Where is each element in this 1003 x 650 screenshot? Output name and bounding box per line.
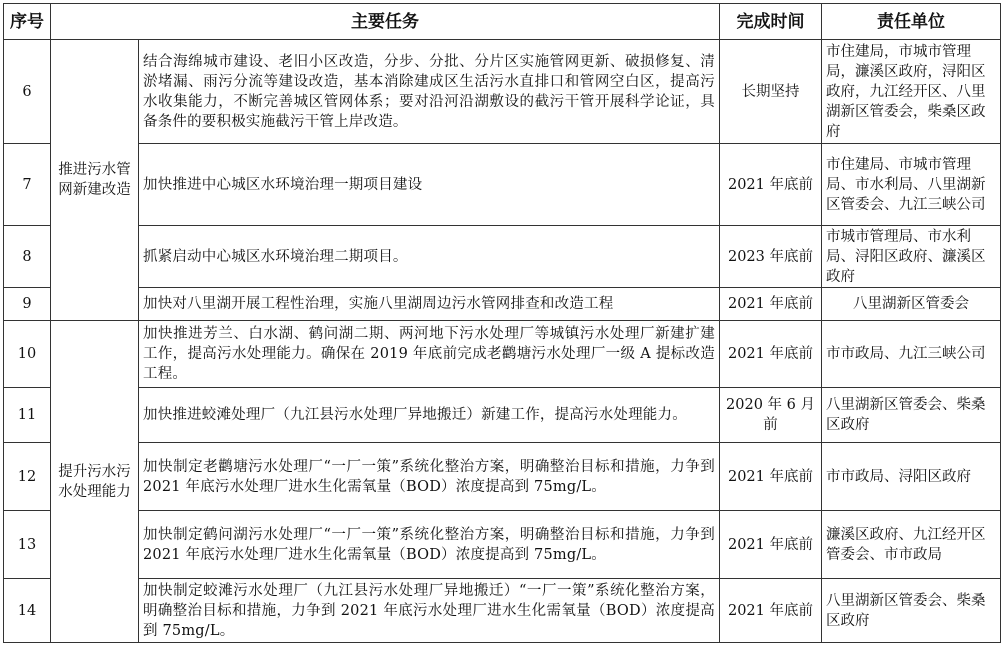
task-cell: 加快推进中心城区水环境治理一期项目建设 bbox=[139, 144, 720, 226]
row-number: 6 bbox=[4, 40, 51, 144]
table-row bbox=[4, 511, 1001, 579]
time-cell: 2021 年底前 bbox=[720, 288, 822, 321]
header-unit: 责任单位 bbox=[822, 4, 1001, 40]
task-cell: 结合海绵城市建设、老旧小区改造，分步、分批、分片区实施管网更新、破损修复、清淤堵漏、雨污分流等建设改造，基本消除建成区生活污水直排口和管网空白区，提高污水收集能力，不断完善城区管网体系；要对沿河沿湖敷设的截污干管开展科学论证，具备条件的要积极实施截污干管上岸改造。 bbox=[139, 40, 720, 144]
category-cell: 推进污水管网新建改造 bbox=[51, 40, 139, 321]
header-row bbox=[4, 4, 1001, 40]
table-row bbox=[4, 144, 1001, 226]
table-row bbox=[4, 388, 1001, 443]
table-row bbox=[4, 321, 1001, 388]
header-time: 完成时间 bbox=[720, 4, 822, 40]
row-number: 9 bbox=[4, 288, 51, 321]
row-number: 12 bbox=[4, 443, 51, 511]
unit-cell: 八里湖新区管委会 bbox=[822, 288, 1001, 321]
table-row bbox=[4, 40, 1001, 144]
task-cell: 加快对八里湖开展工程性治理，实施八里湖周边污水管网排查和改造工程 bbox=[139, 288, 720, 321]
time-cell: 2021 年底前 bbox=[720, 144, 822, 226]
unit-cell: 市住建局、市城市管理局、市水利局、八里湖新区管委会、九江三峡公司 bbox=[822, 144, 1001, 226]
row-number: 7 bbox=[4, 144, 51, 226]
row-number: 11 bbox=[4, 388, 51, 443]
unit-cell: 濂溪区政府、九江经开区管委会、市市政局 bbox=[822, 511, 1001, 579]
unit-cell: 八里湖新区管委会、柴桑区政府 bbox=[822, 388, 1001, 443]
unit-cell: 市市政局、九江三峡公司 bbox=[822, 321, 1001, 388]
time-cell: 2023 年底前 bbox=[720, 226, 822, 288]
task-cell: 加快制定鹤问湖污水处理厂“一厂一策”系统化整治方案，明确整治目标和措施，力争到 2021 年底污水处理厂进水生化需氧量（BOD）浓度提高到 75mg/L。 bbox=[139, 511, 720, 579]
time-cell: 2021 年底前 bbox=[720, 511, 822, 579]
time-cell: 2021 年底前 bbox=[720, 321, 822, 388]
task-cell: 加快推进蛟滩处理厂（九江县污水处理厂异地搬迁）新建工作，提高污水处理能力。 bbox=[139, 388, 720, 443]
time-cell: 2021 年底前 bbox=[720, 579, 822, 643]
table-row bbox=[4, 226, 1001, 288]
row-number: 10 bbox=[4, 321, 51, 388]
task-cell: 抓紧启动中心城区水环境治理二期项目。 bbox=[139, 226, 720, 288]
task-cell: 加快制定老鹳塘污水处理厂“一厂一策”系统化整治方案，明确整治目标和措施，力争到 2021 年底污水处理厂进水生化需氧量（BOD）浓度提高到 75mg/L。 bbox=[139, 443, 720, 511]
unit-cell: 市市政局、浔阳区政府 bbox=[822, 443, 1001, 511]
unit-cell: 市住建局，市城市管理局，濂溪区政府，浔阳区政府，九江经开区、八里湖新区管委会，柴桑区政府 bbox=[822, 40, 1001, 144]
row-number: 8 bbox=[4, 226, 51, 288]
table-row bbox=[4, 443, 1001, 511]
task-table bbox=[3, 3, 1001, 643]
task-cell: 加快推进芳兰、白水湖、鹤问湖二期、两河地下污水处理厂等城镇污水处理厂新建扩建工作，提高污水处理能力。确保在 2019 年底前完成老鹳塘污水处理厂一级 A 提标改造工程。 bbox=[139, 321, 720, 388]
time-cell: 2020 年 6 月前 bbox=[720, 388, 822, 443]
table-row bbox=[4, 579, 1001, 643]
time-cell: 2021 年底前 bbox=[720, 443, 822, 511]
unit-cell: 市城市管理局、市水利局、浔阳区政府、濂溪区政府 bbox=[822, 226, 1001, 288]
category-cell: 提升污水污水处理能力 bbox=[51, 321, 139, 643]
row-number: 14 bbox=[4, 579, 51, 643]
header-no: 序号 bbox=[4, 4, 51, 40]
time-cell: 长期坚持 bbox=[720, 40, 822, 144]
task-cell: 加快制定蛟滩污水处理厂（九江县污水处理厂异地搬迁）“一厂一策”系统化整治方案，明确整治目标和措施，力争到 2021 年底污水处理厂进水生化需氧量（BOD）浓度提高到 75mg/L。 bbox=[139, 579, 720, 643]
unit-cell: 八里湖新区管委会、柴桑区政府 bbox=[822, 579, 1001, 643]
row-number: 13 bbox=[4, 511, 51, 579]
header-task: 主要任务 bbox=[51, 4, 720, 40]
table-row bbox=[4, 288, 1001, 321]
